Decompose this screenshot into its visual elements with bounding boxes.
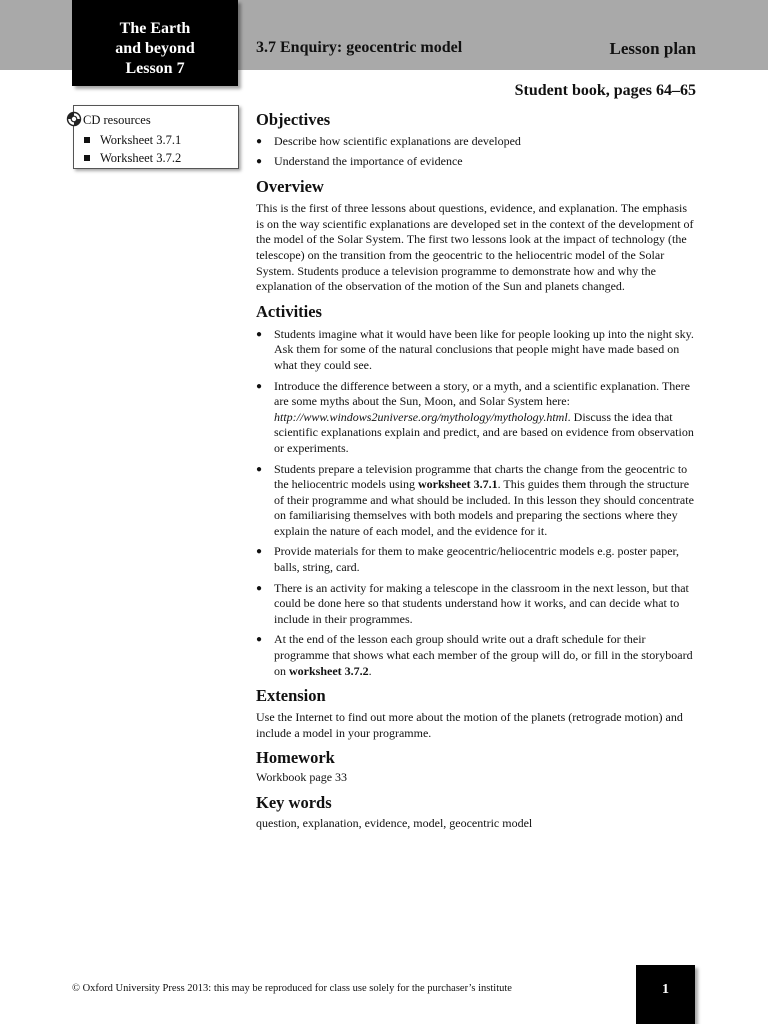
list-item: ● Understand the importance of evidence — [256, 154, 696, 170]
worksheet-link: Worksheet 3.7.1 — [100, 133, 182, 147]
activity-text: . Discuss the idea that scientific explanations explain and predict, and are based on evidence from observation or experiments. — [274, 409, 694, 455]
list-item: ● There is an activity for making a telescope in the classroom in the next lesson, but that could be done here so that students understand how it works, and can decide what to include in their programmes. — [256, 581, 696, 628]
activity-text: . — [368, 663, 372, 678]
lesson-number: Lesson 7 — [125, 60, 185, 77]
activity-text: Introduce the difference between a story, or a myth, and a scientific explanation. There are some myths about the Sun, Moon, and Solar System here: — [274, 378, 690, 409]
lesson-label-box — [72, 0, 238, 86]
activity-text: At the end of the lesson each group should write out a draft schedule for their programme that shows what each member of the group will do, or fill in the storyboard on — [274, 632, 693, 678]
extension-heading: Extension — [256, 686, 326, 706]
list-item — [256, 379, 696, 457]
page-title: 3.7 Enquiry: geocentric model — [256, 39, 463, 56]
worksheet-reference: worksheet 3.7.2 — [289, 663, 369, 678]
homework-text: Workbook page 33 — [256, 770, 348, 785]
cd-resources-box — [73, 105, 239, 169]
main-content — [256, 110, 696, 832]
objectives-list — [256, 134, 696, 169]
overview-heading: Overview — [256, 177, 324, 197]
activities-list — [256, 327, 696, 679]
worksheet-reference: worksheet 3.7.1 — [417, 477, 498, 492]
unit-title-line2: and beyond — [115, 40, 195, 57]
list-item — [256, 462, 696, 540]
cd-resources-title: CD resources — [83, 113, 151, 127]
list-item: ● Provide materials for them to make geocentric/heliocentric models e.g. poster paper, balls, string, card. — [256, 544, 696, 575]
unit-title-line1: The Earth — [119, 20, 191, 37]
activity-text: Students prepare a television programme that charts the change from the geocentric to the heliocentric models using — [274, 461, 688, 492]
student-book-reference: Student book, pages 64–65 — [514, 82, 696, 99]
objectives-heading: Objectives — [256, 110, 331, 129]
list-item: ● Describe how scientific explanations are developed — [256, 134, 696, 150]
cd-icon — [66, 111, 82, 127]
activity-text: . This guides them through the structure of their programme and what should be included. In this lesson they should concentrate on familiarising themselves with both models and preparing the sections where they explain the nature of each model, and the evidence for it. — [274, 477, 694, 538]
mythology-link[interactable]: http://www.windows2universe.org/mythology/mythology.html — [274, 409, 568, 424]
square-bullet-icon — [84, 137, 90, 143]
square-bullet-icon — [84, 155, 90, 161]
overview-text: This is the first of three lessons about questions, evidence, and explanation. The emphasis is on the way scientific explanations are developed set in the context of the development of the model of the Solar System. The first two lessons look at the impact of technology (the telescope) on the transition from the geocentric to the heliocentric model of the Solar System. Students produce a television programme to demonstrate how and why the explanation of the observation of the motion of the Sun and planets changed. — [256, 201, 694, 294]
doc-type-label: Lesson plan — [609, 39, 696, 58]
worksheet-link: Worksheet 3.7.2 — [100, 151, 182, 165]
list-item — [256, 632, 696, 679]
keywords-heading: Key words — [256, 793, 332, 812]
cd-resources-list — [84, 131, 181, 167]
list-item — [84, 149, 181, 167]
list-item: ● Students imagine what it would have been like for people looking up into the night sky. Ask them for some of the natural conclusions that people might have made based on what they could see. — [256, 327, 696, 374]
page-number: 1 — [636, 965, 695, 1024]
list-item — [84, 131, 181, 149]
activities-heading: Activities — [256, 301, 322, 321]
homework-heading: Homework — [256, 748, 335, 768]
extension-text: Use the Internet to find out more about the motion of the planets (retrograde motion) and include a model in your programme. — [256, 710, 683, 740]
copyright-notice: © Oxford University Press 2013: this may be reproduced for class use solely for the purchaser’s institute — [72, 983, 512, 994]
keywords-text: question, explanation, evidence, model, geocentric model — [256, 816, 533, 830]
